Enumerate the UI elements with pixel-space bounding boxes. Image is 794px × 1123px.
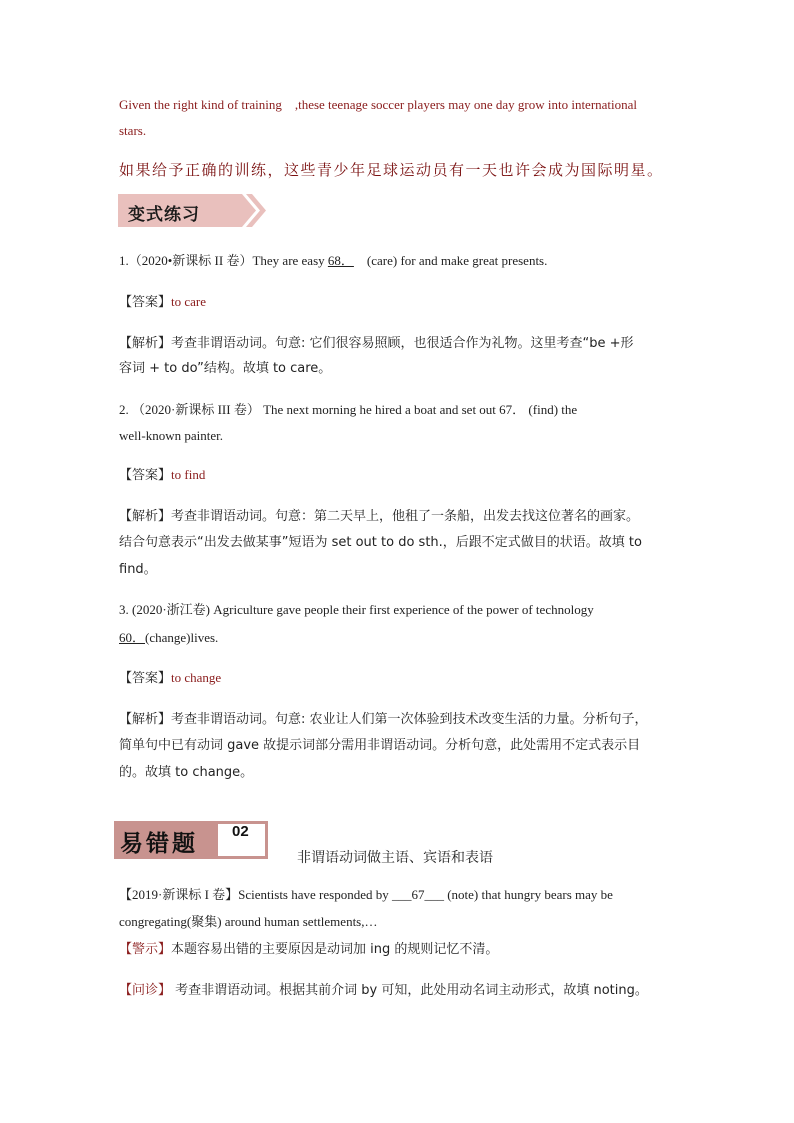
error-section-subtitle: 非谓语动词做主语、宾语和表语 <box>297 850 493 866</box>
banner-title: 变式练习 <box>128 205 200 225</box>
double-chevron-icon <box>226 194 270 227</box>
error-question-line-2: congregating(聚集) around human settlements,… <box>119 914 378 929</box>
error-question-line-1: 【2019·新课标 I 卷】Scientists have responded by ___67___ (note) that hungry bears may be <box>119 887 613 902</box>
diagnosis-text: 考查非谓语动词。根据其前介词 by 可知，此处用动名词主动形式，故填 noting。 <box>171 983 648 998</box>
q2-analysis-line-2: 结合句意表示“出发去做某事”短语为 set out to do sth.，后跟不定式做目的状语。故填 to <box>119 535 642 550</box>
q1-analysis-line-2: 容词 + to do”结构。故填 to care。 <box>119 361 332 376</box>
q3-analysis-line-3: 的。故填 to change。 <box>119 765 254 780</box>
q3-analysis-text: 考查非谓语动词。句意: 农业让人们第一次体验到技术改变生活的力量。分析句子， <box>171 712 648 727</box>
q3-answer-row <box>119 665 679 692</box>
q2-analysis-text: 考查非谓语动词。句意：第二天早上，他租了一条船，出发去找这位著名的画家。 <box>171 509 640 524</box>
q3-answer: to change <box>171 670 222 685</box>
diagnosis-tag: 【问诊】 <box>119 983 172 998</box>
q2-analysis-line-3: find。 <box>119 562 157 577</box>
question-1-blank: 68． <box>327 253 354 268</box>
answer-tag: 【答案】 <box>119 295 172 310</box>
variant-practice-banner <box>118 194 268 227</box>
analysis-tag: 【解析】 <box>119 712 172 727</box>
q2-answer: to find <box>171 467 206 482</box>
question-2-line-2: well-known painter. <box>119 428 223 443</box>
question-1-suffix: (care) for and make great presents. <box>363 253 548 268</box>
q2-analysis-line-1 <box>119 503 679 530</box>
q1-analysis-text: 考查非谓语动词。句意: 它们很容易照顾，也很适合作为礼物。这里考查“be +形 <box>171 336 634 351</box>
error-section-number: 02 <box>232 823 249 840</box>
question-1-text: 1.（2020•新课标 II 卷）They are easy <box>119 253 328 268</box>
q3-analysis-line-1 <box>119 706 679 733</box>
answer-tag: 【答案】 <box>119 671 172 686</box>
answer-tag: 【答案】 <box>119 468 172 483</box>
q1-analysis-line-1 <box>119 330 679 357</box>
question-3-line-2 <box>119 625 679 651</box>
error-prone-section-header <box>114 821 270 859</box>
q2-answer-row <box>119 462 679 489</box>
question-2-line-1: 2. （2020·新课标 III 卷） The next morning he hired a boat and set out 67． (find) the <box>119 402 578 417</box>
question-1 <box>119 248 679 274</box>
analysis-tag: 【解析】 <box>119 509 172 524</box>
warning-text: 本题容易出错的主要原因是动词加 ing 的规则记忆不清。 <box>171 942 499 957</box>
q1-answer-row <box>119 289 679 316</box>
question-3-line-1: 3. (2020·浙江卷) Agriculture gave people their first experience of the power of technology <box>119 602 594 617</box>
warning-tag: 【警示】 <box>119 942 172 957</box>
diagnosis-row <box>119 977 679 1004</box>
q1-answer: to care <box>171 294 207 309</box>
intro-chinese-translation: 如果给予正确的训练，这些青少年足球运动员有一天也许会成为国际明星。 <box>119 161 664 179</box>
question-3-blank: 60． <box>119 630 146 645</box>
error-section-title: 易错题 <box>120 830 198 857</box>
question-3-suffix: (change)lives. <box>145 630 219 645</box>
intro-english-line-2: stars. <box>119 123 147 138</box>
analysis-tag: 【解析】 <box>119 336 172 351</box>
warning-row <box>119 936 679 963</box>
error-section-number-box <box>218 821 268 859</box>
intro-english-line-1: Given the right kind of training ,these teenage soccer players may one day grow into international <box>119 97 638 112</box>
q3-analysis-line-2: 简单句中已有动词 gave 故提示词部分需用非谓语动词。分析句意，此处需用不定式表示目 <box>119 738 641 753</box>
